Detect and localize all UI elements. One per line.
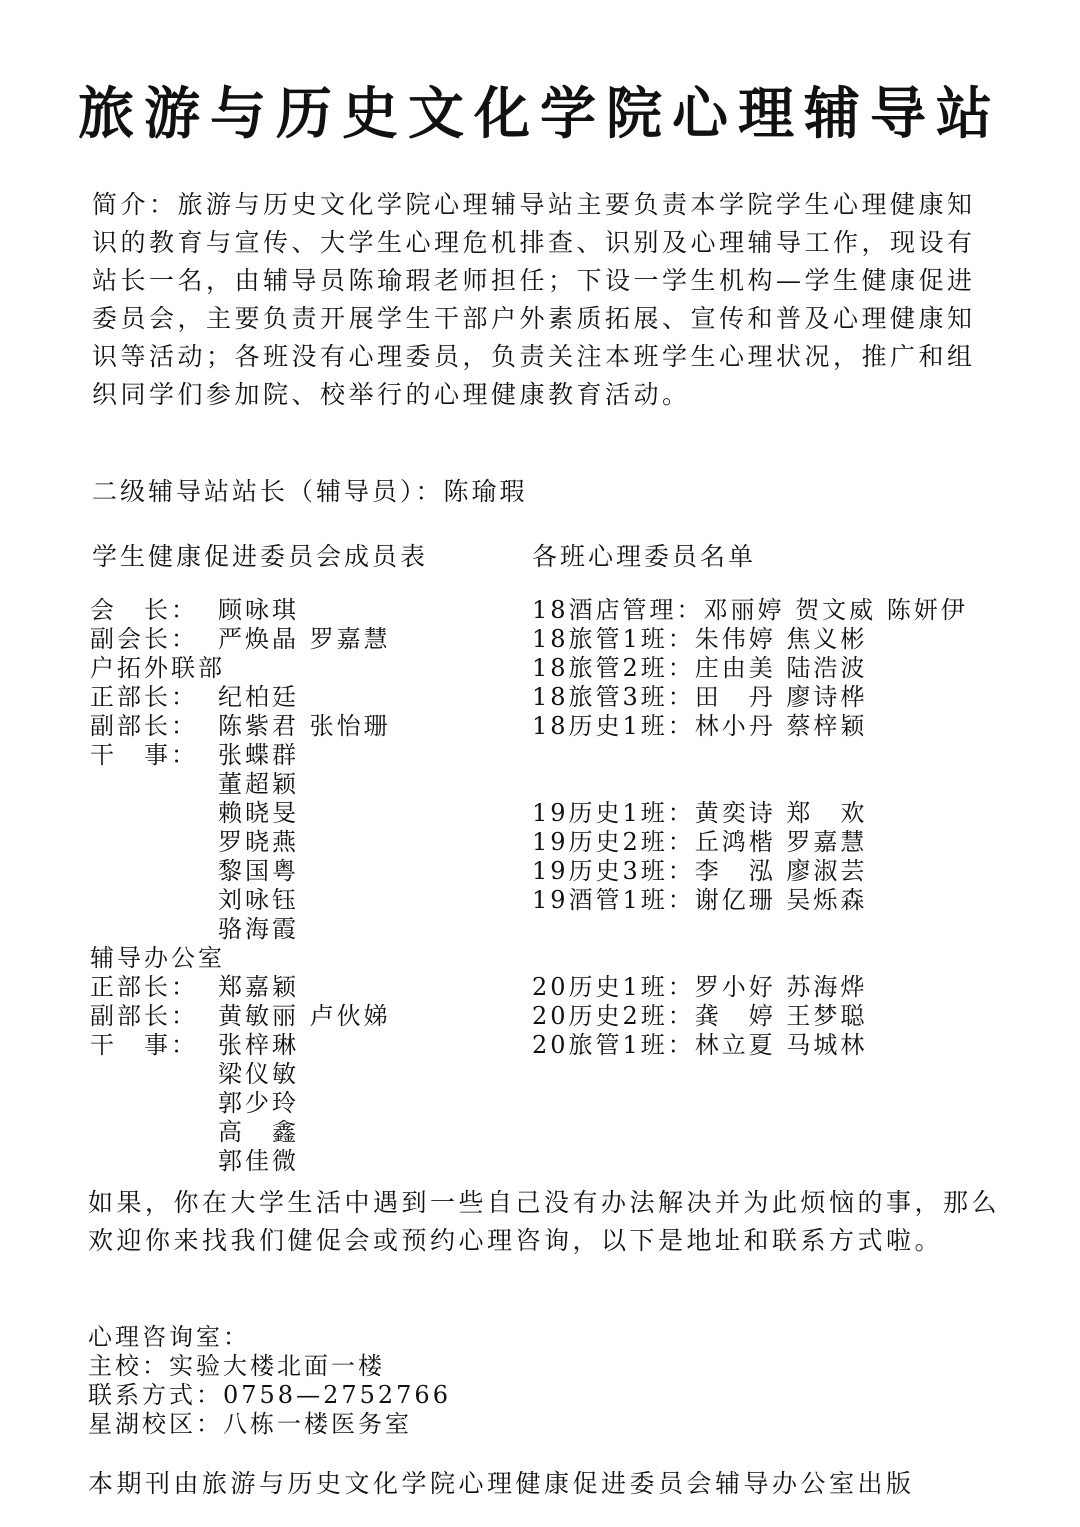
class-rep-row: 19历史3班：李 泓 廖淑芸	[532, 857, 868, 885]
committee-names: 郭少玲	[218, 1089, 299, 1117]
committee-names: 张梓琳	[218, 1031, 299, 1059]
class-rep-row: 18酒店管理：邓丽婷 贺文威 陈妍伊	[532, 596, 968, 624]
committee-row	[90, 857, 299, 886]
committee-role: 正部长：	[90, 973, 198, 1001]
committee-row	[90, 973, 299, 1002]
committee-names: 陈紫君 张怡珊	[218, 712, 391, 740]
committee-row	[90, 828, 299, 857]
page-title: 旅游与历史文化学院心理辅导站	[78, 81, 1002, 147]
committee-role: 副部长：	[90, 1002, 198, 1030]
committee-row	[90, 944, 225, 973]
committee-role: 辅导办公室	[90, 944, 225, 972]
class-rep-row: 20历史2班：龚 婷 王梦聪	[532, 1002, 868, 1030]
committee-row	[90, 799, 299, 828]
committee-row	[90, 712, 391, 741]
committee-row	[90, 770, 299, 799]
class-rep-row: 18旅管2班：庄由美 陆浩波	[532, 654, 868, 682]
intro-paragraph: 简介：旅游与历史文化学院心理辅导站主要负责本学院学生心理健康知识的教育与宣传、大学生心理危机排查、识别及心理辅导工作，现设有站长一名，由辅导员陈瑜瑕老师担任；下设一学生机构—学生健康促进委员会，主要负责开展学生干部户外素质拓展、宣传和普及心理健康知识等活动；各班没有心理委员，负责关注本班学生心理状况，推广和组织同学们参加院、校举行的心理健康教育活动。	[92, 190, 976, 409]
committee-row	[90, 886, 299, 915]
contact-xinghu: 星湖校区：八栋一楼医务室	[88, 1410, 412, 1438]
committee-names: 张蝶群	[218, 741, 299, 769]
committee-names: 郑嘉颖	[218, 973, 299, 1001]
committee-role: 正部长：	[90, 683, 198, 711]
committee-row	[90, 1002, 391, 1031]
class-rep-row: 20旅管1班：林立夏 马城林	[532, 1031, 868, 1059]
committee-names: 严焕晶 罗嘉慧	[218, 625, 391, 653]
committee-row	[90, 683, 299, 712]
committee-names: 黎国粤	[218, 857, 299, 885]
committee-role: 户拓外联部	[90, 654, 225, 682]
committee-row	[90, 654, 225, 683]
contact-heading: 心理咨询室：	[88, 1323, 250, 1351]
committee-row	[90, 625, 391, 654]
committee-names: 罗晓燕	[218, 828, 299, 856]
contact-main-campus: 主校：实验大楼北面一楼	[88, 1352, 385, 1380]
class-reps-heading: 各班心理委员名单	[532, 542, 757, 571]
committee-row	[90, 1147, 299, 1176]
committee-row	[90, 1060, 299, 1089]
committee-names: 高 鑫	[218, 1118, 299, 1146]
class-rep-row: 18历史1班：林小丹 蔡梓颖	[532, 712, 868, 740]
committee-role: 副部长：	[90, 712, 198, 740]
class-rep-row: 18旅管3班：田 丹 廖诗桦	[532, 683, 868, 711]
committee-row	[90, 1031, 299, 1060]
class-rep-row: 18旅管1班：朱伟婷 焦义彬	[532, 625, 868, 653]
committee-role: 会 长：	[90, 596, 198, 624]
committee-role: 副会长：	[90, 625, 198, 653]
class-rep-row: 20历史1班：罗小好 苏海烨	[532, 973, 868, 1001]
contact-phone: 联系方式：0758—2752766	[88, 1381, 451, 1409]
committee-names: 梁仪敏	[218, 1060, 299, 1088]
outro-paragraph: 如果，你在大学生活中遇到一些自己没有办法解决并为此烦恼的事，那么欢迎你来找我们健促会或预约心理咨询，以下是地址和联系方式啦。	[88, 1188, 1001, 1255]
committee-role: 干 事：	[90, 741, 198, 769]
committee-names: 刘咏钰	[218, 886, 299, 914]
class-rep-row: 19酒管1班：谢亿珊 吴烁森	[532, 886, 868, 914]
committee-heading: 学生健康促进委员会成员表	[92, 542, 429, 571]
committee-names: 黄敏丽 卢伙娣	[218, 1002, 391, 1030]
class-rep-row: 19历史2班：丘鸿楷 罗嘉慧	[532, 828, 868, 856]
committee-row	[90, 915, 299, 944]
committee-names: 骆海霞	[218, 915, 299, 943]
class-rep-row: 19历史1班：黄奕诗 郑 欢	[532, 799, 868, 827]
committee-names: 董超颖	[218, 770, 299, 798]
committee-row	[90, 596, 299, 625]
committee-names: 纪柏廷	[218, 683, 299, 711]
committee-names: 顾咏琪	[218, 596, 299, 624]
committee-names: 赖晓旻	[218, 799, 299, 827]
committee-row	[90, 741, 299, 770]
committee-row	[90, 1089, 299, 1118]
footer-note: 本期刊由旅游与历史文化学院心理健康促进委员会辅导办公室出版	[88, 1469, 915, 1498]
committee-role: 干 事：	[90, 1031, 198, 1059]
committee-names: 郭佳微	[218, 1147, 299, 1175]
station-head: 二级辅导站站长（辅导员）：陈瑜瑕	[92, 477, 528, 506]
committee-row	[90, 1118, 299, 1147]
